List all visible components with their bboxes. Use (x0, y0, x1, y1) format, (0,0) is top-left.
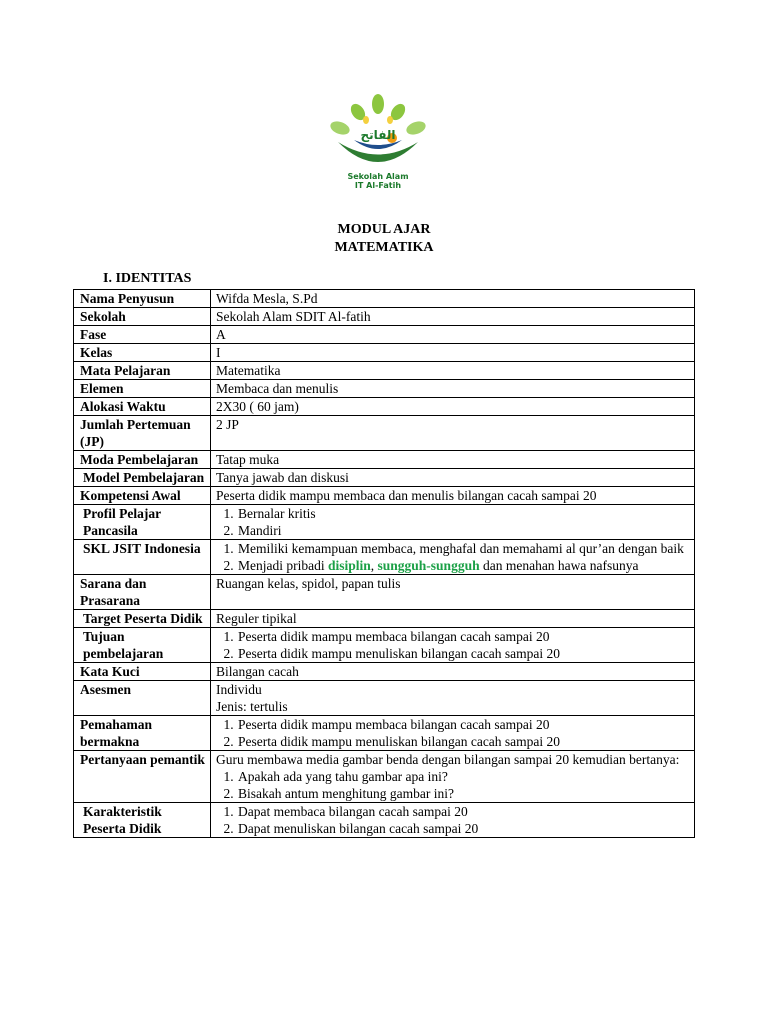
row-value (211, 751, 695, 803)
row-label: Kelas (74, 344, 211, 362)
table-row (74, 362, 695, 380)
row-label: Pemahaman bermakna (74, 716, 211, 751)
table-row (74, 610, 695, 628)
table-row (74, 398, 695, 416)
row-value: Bilangan cacah (211, 663, 695, 681)
pertanyaan-list (216, 768, 690, 802)
row-value: Matematika (211, 362, 695, 380)
row-value (211, 628, 695, 663)
table-row (74, 416, 695, 451)
table-row (74, 451, 695, 469)
pemahaman-list (216, 716, 690, 750)
row-value: Tanya jawab dan diskusi (211, 469, 695, 487)
row-label: Karakteristik Peserta Didik (74, 803, 211, 838)
row-label: Sekolah (74, 308, 211, 326)
table-row (74, 681, 695, 716)
skl-list (216, 540, 690, 574)
table-row (74, 469, 695, 487)
row-value: I (211, 344, 695, 362)
row-label: Tujuan pembelajaran (74, 628, 211, 663)
table-row (74, 344, 695, 362)
row-label: Model Pembelajaran (74, 469, 211, 487)
row-value (211, 540, 695, 575)
row-value: A (211, 326, 695, 344)
row-value: Membaca dan menulis (211, 380, 695, 398)
table-row (74, 575, 695, 610)
row-value: Ruangan kelas, spidol, papan tulis (211, 575, 695, 610)
row-label: Moda Pembelajaran (74, 451, 211, 469)
row-label: Nama Penyusun (74, 290, 211, 308)
row-value: Tatap muka (211, 451, 695, 469)
profil-list (216, 505, 690, 539)
text-segment: , (370, 558, 378, 573)
section-heading: I. IDENTITAS (103, 271, 192, 286)
text-segment: Menjadi pribadi (238, 558, 328, 573)
table-row (74, 540, 695, 575)
row-value: 2 JP (211, 416, 695, 451)
row-label: Target Peserta Didik (74, 610, 211, 628)
list-item: 1. Peserta didik mampu membaca bilangan cacah sampai 20 (237, 716, 690, 733)
list-item: 1. Memiliki kemampuan membaca, menghafal dan memahami al qur’an dengan baik (237, 540, 690, 557)
identity-table (73, 289, 695, 838)
pertanyaan-intro: Guru membawa media gambar benda dengan bilangan sampai 20 kemudian bertanya: (216, 752, 680, 767)
row-value: Reguler tipikal (211, 610, 695, 628)
logo-school-name: Sekolah Alam (347, 172, 409, 181)
list-item: 1. Peserta didik mampu membaca bilangan cacah sampai 20 (237, 628, 690, 645)
list-item: 2. Peserta didik mampu menuliskan bilangan cacah sampai 20 (237, 645, 690, 662)
row-value (211, 681, 695, 716)
row-label: Asesmen (74, 681, 211, 716)
table-row (74, 290, 695, 308)
logo-arabic: الفاتح (360, 128, 396, 142)
tujuan-list (216, 628, 690, 662)
row-label: Sarana dan Prasarana (74, 575, 211, 610)
list-item: 1. Apakah ada yang tahu gambar apa ini? (237, 768, 690, 785)
table-row (74, 663, 695, 681)
row-label: Alokasi Waktu (74, 398, 211, 416)
logo-school-sub: IT Al-Fatih (354, 181, 402, 190)
row-label: Fase (74, 326, 211, 344)
table-row (74, 380, 695, 398)
table-row (74, 751, 695, 803)
table-row (74, 716, 695, 751)
row-label: Kompetensi Awal (74, 487, 211, 505)
table-row (74, 308, 695, 326)
table-row (74, 326, 695, 344)
table-row (74, 487, 695, 505)
table-row (74, 505, 695, 540)
list-item: 2. Dapat menuliskan bilangan cacah sampai 20 (237, 820, 690, 837)
row-value: Sekolah Alam SDIT Al-fatih (211, 308, 695, 326)
row-label: Kata Kuci (74, 663, 211, 681)
list-item: 2. Peserta didik mampu menuliskan bilangan cacah sampai 20 (237, 733, 690, 750)
highlight-text: disiplin (327, 558, 371, 573)
table-row (74, 803, 695, 838)
list-item: 2. Bisakah antum menghitung gambar ini? (237, 785, 690, 802)
row-value (211, 505, 695, 540)
school-logo (318, 92, 438, 192)
row-value (211, 716, 695, 751)
row-label: SKL JSIT Indonesia (74, 540, 211, 575)
karakteristik-list (216, 803, 690, 837)
list-item: 2. Mandiri (237, 522, 690, 539)
row-value: Wifda Mesla, S.Pd (211, 290, 695, 308)
asesmen-line: Individu (216, 682, 262, 697)
table-row (74, 628, 695, 663)
row-label: Jumlah Pertemuan (JP) (74, 416, 211, 451)
row-value: 2X30 ( 60 jam) (211, 398, 695, 416)
asesmen-line: Jenis: tertulis (216, 699, 288, 714)
page-title: MODUL AJAR (337, 222, 431, 237)
row-label: Mata Pelajaran (74, 362, 211, 380)
row-label: Elemen (74, 380, 211, 398)
list-item: 1. Bernalar kritis (237, 505, 690, 522)
highlight-text: sungguh-sungguh (377, 558, 480, 573)
row-value (211, 803, 695, 838)
text-segment: dan menahan hawa nafsunya (479, 558, 639, 573)
row-value: Peserta didik mampu membaca dan menulis bilangan cacah sampai 20 (211, 487, 695, 505)
page-subtitle: MATEMATIKA (334, 240, 434, 255)
row-label: Pertanyaan pemantik (74, 751, 211, 803)
list-item (237, 557, 690, 574)
list-item: 1. Dapat membaca bilangan cacah sampai 20 (237, 803, 690, 820)
row-label: Profil Pelajar Pancasila (74, 505, 211, 540)
